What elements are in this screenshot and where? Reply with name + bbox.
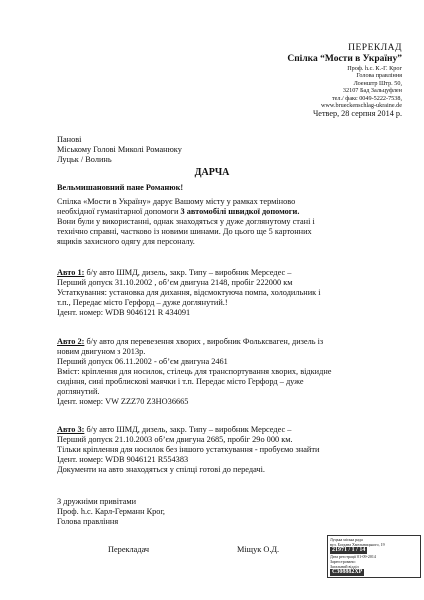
chair-name: Проф. h.c. К.-Г. Крог bbox=[347, 65, 402, 72]
intro-line bbox=[57, 197, 397, 207]
text-line: б/у авто для перевезення хворих , виробник Фольксваген, дизель із bbox=[84, 337, 324, 346]
car-2-block bbox=[57, 337, 407, 407]
text-line: Зареєстровано: bbox=[330, 559, 356, 564]
text-line: сидіння, сині проблискові маячки і т.п. Передає місто Герфорд – дуже bbox=[57, 377, 304, 386]
text-line: Ідент. номер: WDB 9046121 R554383 bbox=[57, 455, 189, 464]
stamp-number: 21971 / 1 / 14 bbox=[332, 547, 366, 553]
text-line: необхідної гуманітарної допомоги bbox=[57, 207, 181, 216]
text-line: Вони були у використанні, однак знаходяться у дуже доглянутому стані і bbox=[57, 217, 315, 226]
street: Лоенштр Штр. 50, bbox=[353, 79, 402, 87]
intro-line bbox=[57, 227, 397, 237]
translator-label: Перекладач bbox=[108, 545, 150, 554]
text-line: технічно справні, частково із новими шинами. До цього ще 5 картонних bbox=[57, 227, 312, 236]
car-1-label: Авто 1: bbox=[57, 268, 85, 277]
text-line: Ідент. номер: VW ZZZ70 Z3HO36665 bbox=[57, 397, 189, 406]
text-line: новим двигуном з 2013р. bbox=[57, 347, 146, 356]
text-line: Перший допуск 31.10.2002 , об’єм двигуна 2148, пробіг 222000 км bbox=[57, 278, 293, 287]
intro-line bbox=[57, 207, 397, 217]
addressee-line-3: Луцьк / Волинь bbox=[57, 155, 112, 164]
text-line: т.п., Передає місто Герфорд – дуже доглянутий.! bbox=[57, 298, 228, 307]
stamp-code: C308882XP bbox=[332, 569, 363, 575]
car-2-label: Авто 2: bbox=[57, 337, 85, 346]
text-line: б/у авто ШМД, дизель, закр. Типу – виробник Мерседес – bbox=[84, 425, 292, 434]
text-line: Перший допуск 21.10.2003 об’єм двигуна 2685, пробіг 29о 000 км. bbox=[57, 435, 293, 444]
car-3-label: Авто 3: bbox=[57, 425, 85, 434]
text-line: Проф. h.c. Карл-Германн Крог, bbox=[57, 507, 165, 516]
addressee bbox=[57, 135, 182, 165]
text-line: ящиків захисного одягу для персоналу. bbox=[57, 237, 195, 246]
text-line: З дружніми привітами bbox=[57, 497, 137, 506]
text-line: доглянутий. bbox=[57, 387, 100, 396]
text-line: вул. Богдана Хмельницького, 19 bbox=[330, 542, 385, 547]
salutation: Вельмишановний пане Романюк! bbox=[57, 183, 184, 192]
chair-role: Голова правління bbox=[356, 72, 402, 80]
addressee-line-2: Міському Голові Миколі Романюку bbox=[57, 145, 182, 154]
intro-line bbox=[57, 237, 397, 247]
city: 32107 Бад Зальцуфлен bbox=[342, 87, 402, 95]
text-line: 3 автомобілі швидкої допомоги. bbox=[180, 207, 300, 216]
document-title: ДАРЧА bbox=[194, 167, 230, 178]
text-line: Тільки кріплення для носилок без іншого устаткування - пробуємо знайти bbox=[57, 445, 320, 454]
letterhead bbox=[287, 43, 402, 119]
car-1-block bbox=[57, 268, 407, 318]
text-line: Голова правління bbox=[57, 517, 119, 526]
addressee-line-1: Панові bbox=[57, 135, 82, 144]
car-3-block bbox=[57, 425, 407, 475]
text-line: Спілка «Мости в Україну» дарує Вашому місту у рамках терміново bbox=[57, 197, 296, 206]
organization-name: Спілка “Мости в Україну” bbox=[287, 54, 402, 64]
text-line: б/у авто ШМД, дизель, закр. Типу – виробник Мерседес – bbox=[84, 268, 292, 277]
letter-date: Четвер, 28 серпня 2014 р. bbox=[312, 109, 402, 119]
text-line: Документи на авто знаходяться у спілці готові до передачі. bbox=[57, 465, 265, 474]
text-line: Загальний відділ bbox=[330, 564, 359, 569]
text-line: Вміст: кріплення для носилок, стілець для транспортування хворих, відкидне bbox=[57, 367, 332, 376]
translation-label: ПЕРЕКЛАД bbox=[348, 43, 402, 53]
website: www.brueckenschlag-ukraine.de bbox=[320, 102, 402, 110]
registration-stamp bbox=[327, 535, 421, 578]
text-line: Дата реєстрації 01-09-2014 bbox=[330, 554, 376, 559]
text-line: Устаткування: установка для дихання, відсмоктуюча помпа, холодильник і bbox=[57, 288, 321, 297]
intro-line bbox=[57, 217, 397, 227]
text-line: Луцька міська рада bbox=[330, 537, 363, 542]
intro-paragraph bbox=[57, 197, 397, 247]
translator-name: Міщук О.Д. bbox=[237, 545, 280, 554]
text-line: Ідент. номер: WDB 9046121 R 434091 bbox=[57, 308, 191, 317]
text-line: Перший допуск 06.11.2002 - об’єм двигуна 2461 bbox=[57, 357, 228, 366]
phone: тел./ факс 0049-5222-7538, bbox=[331, 94, 402, 102]
closing bbox=[57, 497, 165, 527]
